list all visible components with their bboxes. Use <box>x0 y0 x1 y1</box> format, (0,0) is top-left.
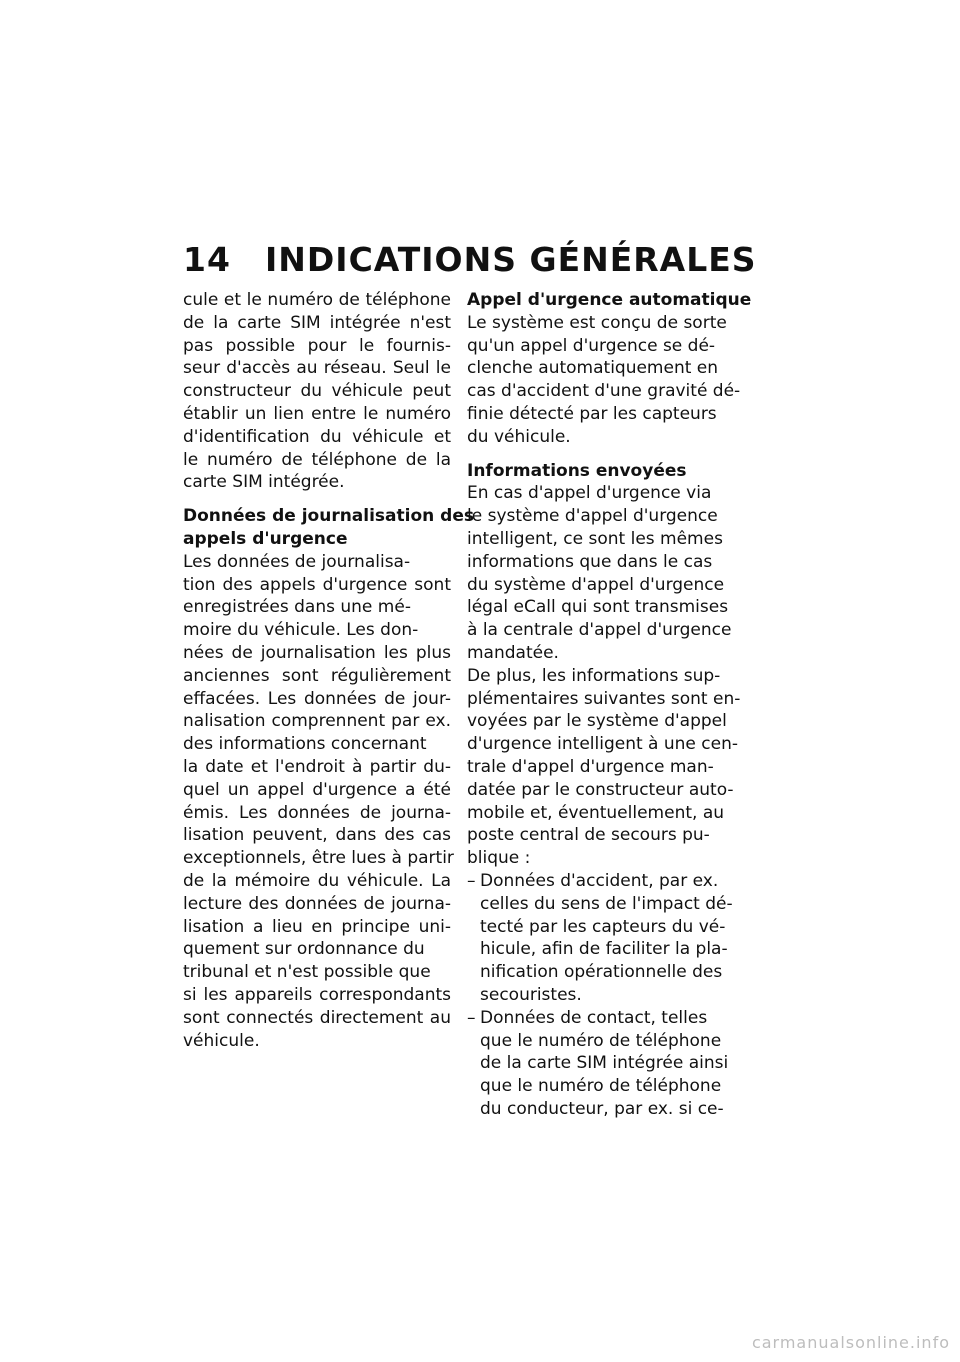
text-line: tecté par les capteurs du vé- <box>480 916 726 937</box>
text-line: En cas d'appel d'urgence via <box>467 483 712 504</box>
informations-paragraph <box>467 482 735 664</box>
text-line: hicule, afin de faciliter la pla- <box>480 939 728 960</box>
page-header <box>183 240 757 279</box>
text-line: intelligent, ce sont les mêmes <box>467 528 723 549</box>
bullet-item-accident-data <box>467 870 735 1007</box>
text-line: De plus, les informations sup- <box>467 665 721 686</box>
bullet-line <box>467 870 735 893</box>
text-line: plémentaires suivantes sont en- <box>467 688 741 709</box>
text-line: mobile et, éventuellement, au <box>467 802 725 823</box>
bullet-text: Données d'accident, par ex. <box>480 870 719 891</box>
text-line: nification opérationnelle des <box>480 962 723 983</box>
text-line: seur d'accès au réseau. Seul le <box>183 358 451 379</box>
text-line: lisation a lieu en principe uni- <box>183 916 451 937</box>
text-line: la date et l'endroit à partir du- <box>183 756 451 777</box>
text-line: que le numéro de téléphone <box>480 1076 722 1097</box>
text-line: nalisation comprennent par ex. <box>183 711 451 732</box>
text-line: si les appareils correspondants <box>183 984 451 1005</box>
text-line: sont connectés directement au <box>183 1007 451 1028</box>
supplementary-paragraph <box>467 665 741 870</box>
journalisation-paragraph <box>183 551 454 1053</box>
text-line: finie détecté par les capteurs <box>467 403 717 424</box>
text-line: d'identification du véhicule et <box>183 426 451 447</box>
text-line: pas possible pour le fournis- <box>183 335 451 356</box>
text-line: cule et le numéro de téléphone <box>183 290 451 310</box>
bullet-item-contact-data <box>467 1007 735 1121</box>
text-line: Les données de journalisa- <box>183 551 411 572</box>
text-line: des informations concernant <box>183 734 427 755</box>
bullet-line <box>467 1007 735 1030</box>
text-line: du véhicule. <box>467 426 571 447</box>
text-line: cas d'accident d'une gravité dé- <box>467 381 741 402</box>
text-line: de la carte SIM intégrée ainsi <box>480 1053 729 1074</box>
text-line: carte SIM intégrée. <box>183 472 345 493</box>
text-line: exceptionnels, être lues à partir <box>183 848 454 869</box>
page-number: 14 <box>183 240 231 279</box>
intro-paragraph <box>183 289 451 494</box>
text-line: secouristes. <box>480 984 582 1005</box>
bullet-dash: – <box>467 870 476 891</box>
appel-automatique-paragraph <box>467 312 741 449</box>
text-line: constructeur du véhicule peut <box>183 381 451 402</box>
text-line: poste central de secours pu- <box>467 825 710 846</box>
text-line: Le système est conçu de sorte <box>467 312 727 333</box>
chapter-title: INDICATIONS GÉNÉRALES <box>265 240 757 279</box>
text-line: voyées par le système d'appel <box>467 711 727 732</box>
text-line: d'urgence intelligent à une cen- <box>467 734 738 755</box>
text-line: légal eCall qui sont transmises <box>467 597 729 618</box>
text-line: enregistrées dans une mé- <box>183 597 411 618</box>
text-line: moire du véhicule. Les don- <box>183 620 419 641</box>
text-line: de la carte SIM intégrée n'est <box>183 312 451 333</box>
heading-line: Données de journalisation des <box>183 506 474 527</box>
text-line: émis. Les données de journa- <box>183 802 451 823</box>
text-line: informations que dans le cas <box>467 551 713 572</box>
right-column <box>467 289 752 1121</box>
text-line: mandatée. <box>467 642 559 663</box>
text-line: lisation peuvent, dans des cas <box>183 825 451 846</box>
text-line: que le numéro de téléphone <box>480 1030 722 1051</box>
text-line: qu'un appel d'urgence se dé- <box>467 335 716 356</box>
heading-line: appels d'urgence <box>183 528 348 549</box>
text-line: effacées. Les données de jour- <box>183 688 451 709</box>
watermark: carmanualsonline.info <box>751 1333 950 1352</box>
text-line: trale d'appel d'urgence man- <box>467 756 714 777</box>
section-heading-journalisation <box>183 505 474 551</box>
text-line: à la centrale d'appel d'urgence <box>467 620 732 641</box>
text-line: véhicule. <box>183 1030 260 1051</box>
text-line: le système d'appel d'urgence <box>467 506 718 527</box>
text-line: le numéro de téléphone de la <box>183 449 451 470</box>
bullet-text: Données de contact, telles <box>480 1007 708 1028</box>
text-line: celles du sens de l'impact dé- <box>480 893 733 914</box>
text-line: du système d'appel d'urgence <box>467 574 725 595</box>
text-line: blique : <box>467 848 531 869</box>
section-heading-appel-automatique: Appel d'urgence automatique <box>467 290 752 310</box>
text-line: du conducteur, par ex. si ce- <box>480 1098 724 1119</box>
text-line: clenche automatiquement en <box>467 358 719 379</box>
text-line: de la mémoire du véhicule. La <box>183 870 451 891</box>
text-line: tribunal et n'est possible que <box>183 962 431 983</box>
text-line: tion des appels d'urgence sont <box>183 574 451 595</box>
text-line: quement sur ordonnance du <box>183 939 425 960</box>
left-column <box>183 289 474 1052</box>
text-line: anciennes sont régulièrement <box>183 665 451 686</box>
text-line: nées de journalisation les plus <box>183 642 451 663</box>
text-line: établir un lien entre le numéro <box>183 403 451 424</box>
text-line: lecture des données de journa- <box>183 893 451 914</box>
text-line: datée par le constructeur auto- <box>467 779 734 800</box>
bullet-dash: – <box>467 1007 476 1028</box>
text-line: quel un appel d'urgence a été <box>183 779 451 800</box>
section-heading-informations: Informations envoyées <box>467 460 687 481</box>
